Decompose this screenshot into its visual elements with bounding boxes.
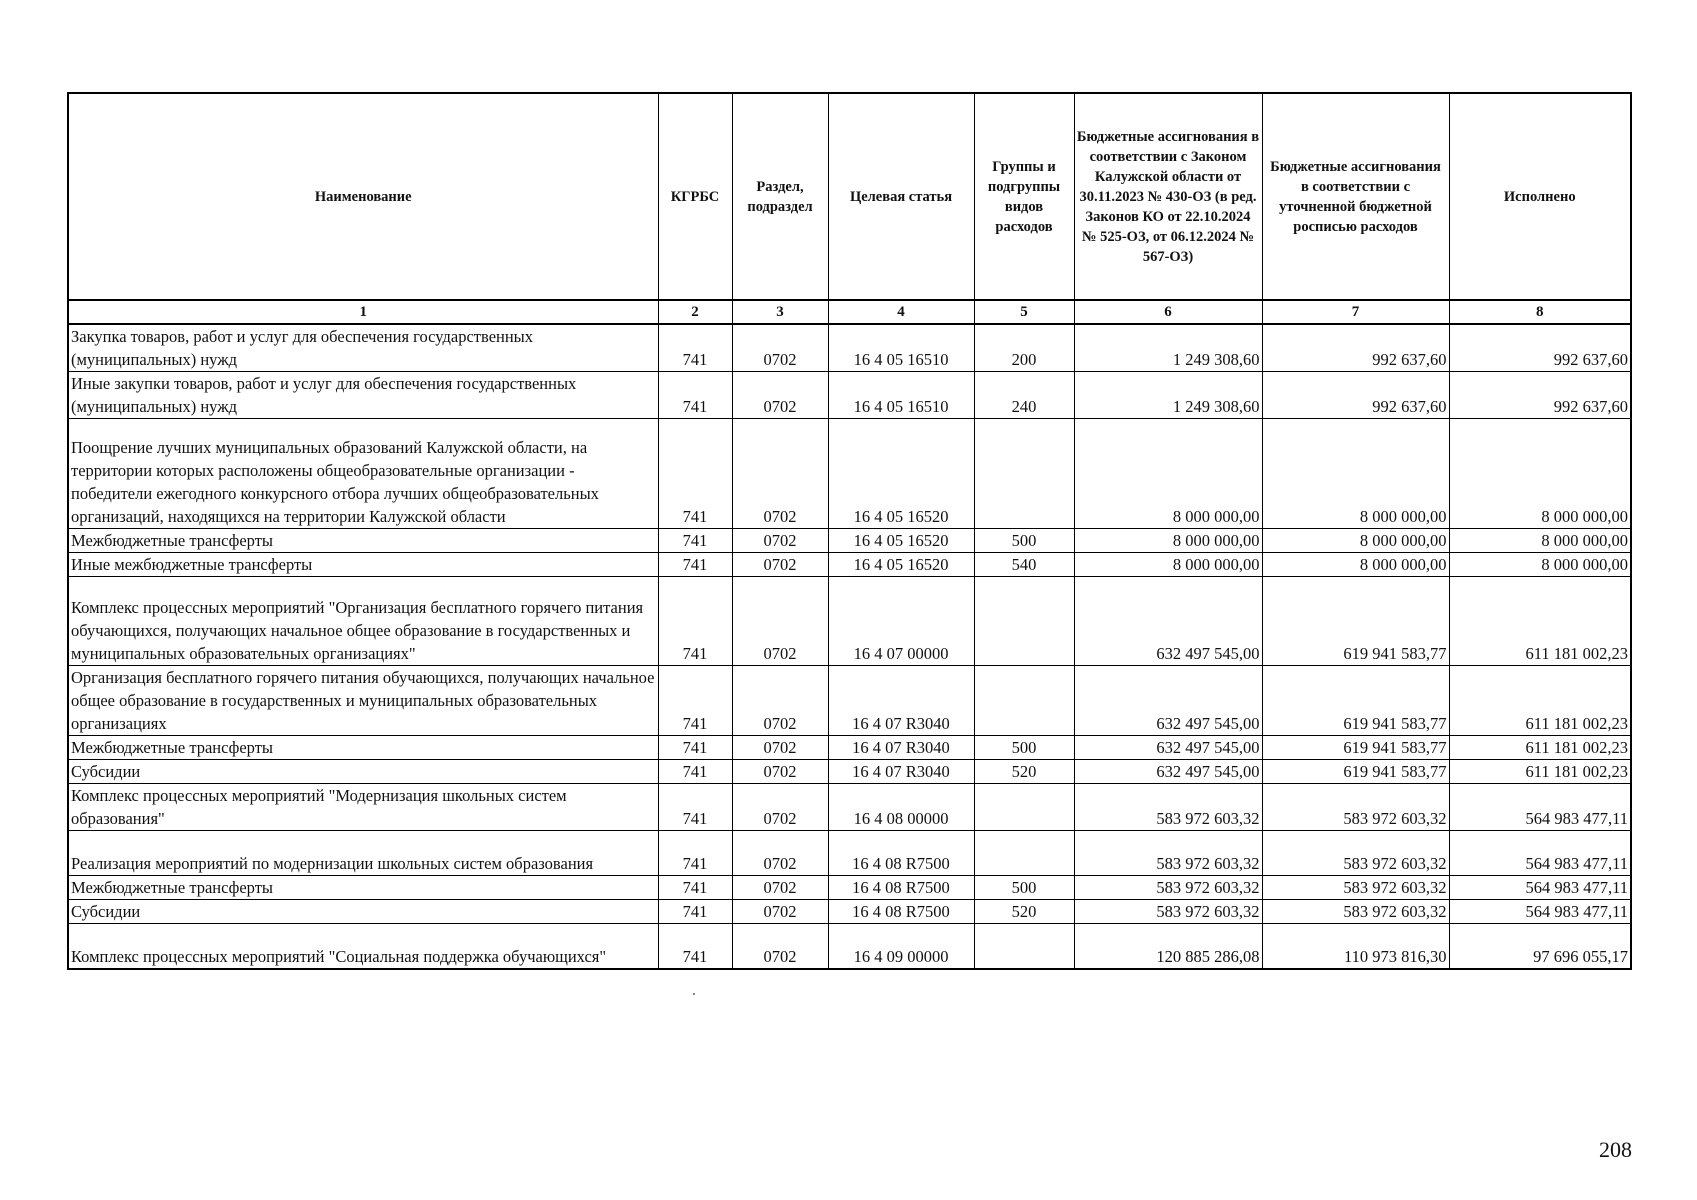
column-number: 5 — [974, 300, 1074, 324]
cell-name: Поощрение лучших муниципальных образований Калужской области, на территории которых расположены общеобразовательные организации - победители ежегодного конкурсного отбора лучших общеобразовательных организаций, находящихся на территории Калужской области — [68, 419, 658, 529]
table-row — [68, 666, 1631, 736]
cell-group — [974, 666, 1074, 736]
column-number: 3 — [732, 300, 828, 324]
column-number: 6 — [1074, 300, 1262, 324]
cell-kgrbs: 741 — [658, 784, 732, 831]
column-number: 4 — [828, 300, 974, 324]
cell-refined-amount: 619 941 583,77 — [1262, 736, 1449, 760]
table-row — [68, 831, 1631, 876]
scan-speck — [693, 993, 695, 995]
cell-name: Межбюджетные трансферты — [68, 876, 658, 900]
cell-group — [974, 419, 1074, 529]
cell-name: Комплекс процессных мероприятий "Модернизация школьных систем образования" — [68, 784, 658, 831]
cell-name: Комплекс процессных мероприятий "Организация бесплатного горячего питания обучающихся, получающих начальное общее образование в государственных и муниципальных образовательных организациях" — [68, 577, 658, 666]
table-header — [68, 93, 1631, 324]
cell-kgrbs: 741 — [658, 736, 732, 760]
column-number: 2 — [658, 300, 732, 324]
cell-executed-amount: 564 983 477,11 — [1449, 876, 1631, 900]
table-row — [68, 876, 1631, 900]
cell-name: Иные закупки товаров, работ и услуг для обеспечения государственных (муниципальных) нужд — [68, 372, 658, 419]
cell-section: 0702 — [732, 553, 828, 577]
table-row — [68, 784, 1631, 831]
cell-target: 16 4 08 R7500 — [828, 876, 974, 900]
header-law: Бюджетные ассигнования в соответствии с Законом Калужской области от 30.11.2023 № 430-ОЗ (в ред. Законов КО от 22.10.2024 № 525-ОЗ, от 06.12.2024 № 567-ОЗ) — [1074, 93, 1262, 300]
column-number: 7 — [1262, 300, 1449, 324]
table-body — [68, 324, 1631, 969]
cell-refined-amount: 992 637,60 — [1262, 324, 1449, 372]
table-row — [68, 900, 1631, 924]
cell-refined-amount: 619 941 583,77 — [1262, 577, 1449, 666]
cell-refined-amount: 619 941 583,77 — [1262, 666, 1449, 736]
cell-refined-amount: 583 972 603,32 — [1262, 784, 1449, 831]
cell-name: Межбюджетные трансферты — [68, 736, 658, 760]
cell-group: 500 — [974, 736, 1074, 760]
cell-kgrbs: 741 — [658, 553, 732, 577]
header-name: Наименование — [68, 93, 658, 300]
cell-target: 16 4 07 R3040 — [828, 760, 974, 784]
cell-refined-amount: 8 000 000,00 — [1262, 553, 1449, 577]
cell-section: 0702 — [732, 784, 828, 831]
cell-group: 520 — [974, 760, 1074, 784]
cell-name: Иные межбюджетные трансферты — [68, 553, 658, 577]
cell-name: Субсидии — [68, 760, 658, 784]
table-row — [68, 736, 1631, 760]
cell-name: Комплекс процессных мероприятий "Социальная поддержка обучающихся" — [68, 924, 658, 969]
cell-executed-amount: 564 983 477,11 — [1449, 784, 1631, 831]
cell-kgrbs: 741 — [658, 419, 732, 529]
cell-executed-amount: 8 000 000,00 — [1449, 553, 1631, 577]
cell-target: 16 4 05 16510 — [828, 324, 974, 372]
cell-refined-amount: 583 972 603,32 — [1262, 900, 1449, 924]
cell-executed-amount: 611 181 002,23 — [1449, 577, 1631, 666]
cell-section: 0702 — [732, 577, 828, 666]
cell-law-amount: 583 972 603,32 — [1074, 784, 1262, 831]
page-number: 208 — [1599, 1137, 1632, 1162]
header-section: Раздел, подраздел — [732, 93, 828, 300]
cell-target: 16 4 08 R7500 — [828, 831, 974, 876]
cell-law-amount: 8 000 000,00 — [1074, 529, 1262, 553]
table-row — [68, 924, 1631, 969]
cell-section: 0702 — [732, 529, 828, 553]
table-row — [68, 577, 1631, 666]
table-row — [68, 760, 1631, 784]
cell-target: 16 4 05 16520 — [828, 529, 974, 553]
cell-executed-amount: 8 000 000,00 — [1449, 529, 1631, 553]
cell-target: 16 4 08 00000 — [828, 784, 974, 831]
cell-group: 520 — [974, 900, 1074, 924]
cell-kgrbs: 741 — [658, 900, 732, 924]
cell-refined-amount: 8 000 000,00 — [1262, 529, 1449, 553]
cell-executed-amount: 8 000 000,00 — [1449, 419, 1631, 529]
cell-section: 0702 — [732, 900, 828, 924]
cell-section: 0702 — [732, 372, 828, 419]
header-groups: Группы и подгруппы видов расходов — [974, 93, 1074, 300]
cell-refined-amount: 8 000 000,00 — [1262, 419, 1449, 529]
table-row — [68, 419, 1631, 529]
cell-section: 0702 — [732, 666, 828, 736]
column-number: 8 — [1449, 300, 1631, 324]
cell-section: 0702 — [732, 876, 828, 900]
cell-kgrbs: 741 — [658, 924, 732, 969]
cell-law-amount: 632 497 545,00 — [1074, 760, 1262, 784]
header-executed: Исполнено — [1449, 93, 1631, 300]
cell-target: 16 4 07 R3040 — [828, 736, 974, 760]
cell-section: 0702 — [732, 760, 828, 784]
cell-executed-amount: 611 181 002,23 — [1449, 666, 1631, 736]
cell-law-amount: 583 972 603,32 — [1074, 900, 1262, 924]
cell-section: 0702 — [732, 924, 828, 969]
header-target: Целевая статья — [828, 93, 974, 300]
cell-law-amount: 583 972 603,32 — [1074, 876, 1262, 900]
cell-group: 500 — [974, 529, 1074, 553]
cell-executed-amount: 97 696 055,17 — [1449, 924, 1631, 969]
cell-kgrbs: 741 — [658, 324, 732, 372]
cell-kgrbs: 741 — [658, 831, 732, 876]
cell-target: 16 4 07 R3040 — [828, 666, 974, 736]
cell-law-amount: 8 000 000,00 — [1074, 553, 1262, 577]
cell-group — [974, 784, 1074, 831]
cell-section: 0702 — [732, 736, 828, 760]
cell-kgrbs: 741 — [658, 760, 732, 784]
cell-group — [974, 924, 1074, 969]
cell-executed-amount: 992 637,60 — [1449, 324, 1631, 372]
cell-name: Межбюджетные трансферты — [68, 529, 658, 553]
cell-law-amount: 632 497 545,00 — [1074, 577, 1262, 666]
cell-target: 16 4 07 00000 — [828, 577, 974, 666]
cell-target: 16 4 05 16520 — [828, 553, 974, 577]
cell-group — [974, 831, 1074, 876]
cell-kgrbs: 741 — [658, 666, 732, 736]
cell-group: 200 — [974, 324, 1074, 372]
table-row — [68, 372, 1631, 419]
cell-name: Субсидии — [68, 900, 658, 924]
cell-law-amount: 632 497 545,00 — [1074, 736, 1262, 760]
cell-executed-amount: 992 637,60 — [1449, 372, 1631, 419]
cell-group: 540 — [974, 553, 1074, 577]
cell-law-amount: 8 000 000,00 — [1074, 419, 1262, 529]
cell-name: Закупка товаров, работ и услуг для обеспечения государственных (муниципальных) нужд — [68, 324, 658, 372]
cell-refined-amount: 619 941 583,77 — [1262, 760, 1449, 784]
cell-refined-amount: 110 973 816,30 — [1262, 924, 1449, 969]
budget-table — [67, 92, 1632, 970]
cell-group — [974, 577, 1074, 666]
cell-kgrbs: 741 — [658, 876, 732, 900]
cell-law-amount: 1 249 308,60 — [1074, 372, 1262, 419]
cell-executed-amount: 611 181 002,23 — [1449, 760, 1631, 784]
header-kgrbs: КГРБС — [658, 93, 732, 300]
cell-refined-amount: 583 972 603,32 — [1262, 876, 1449, 900]
cell-target: 16 4 09 00000 — [828, 924, 974, 969]
cell-executed-amount: 564 983 477,11 — [1449, 831, 1631, 876]
cell-group: 240 — [974, 372, 1074, 419]
column-number: 1 — [68, 300, 658, 324]
cell-name: Реализация мероприятий по модернизации школьных систем образования — [68, 831, 658, 876]
cell-section: 0702 — [732, 324, 828, 372]
table-row — [68, 553, 1631, 577]
column-number-row — [68, 300, 1631, 324]
cell-kgrbs: 741 — [658, 372, 732, 419]
cell-target: 16 4 08 R7500 — [828, 900, 974, 924]
cell-section: 0702 — [732, 831, 828, 876]
cell-law-amount: 583 972 603,32 — [1074, 831, 1262, 876]
cell-section: 0702 — [732, 419, 828, 529]
header-refined: Бюджетные ассигнования в соответствии с уточненной бюджетной росписью расходов — [1262, 93, 1449, 300]
cell-group: 500 — [974, 876, 1074, 900]
table-row — [68, 529, 1631, 553]
cell-kgrbs: 741 — [658, 577, 732, 666]
cell-law-amount: 1 249 308,60 — [1074, 324, 1262, 372]
cell-kgrbs: 741 — [658, 529, 732, 553]
cell-law-amount: 632 497 545,00 — [1074, 666, 1262, 736]
cell-target: 16 4 05 16510 — [828, 372, 974, 419]
cell-name: Организация бесплатного горячего питания обучающихся, получающих начальное общее образование в государственных и муниципальных образовательных организациях — [68, 666, 658, 736]
cell-executed-amount: 611 181 002,23 — [1449, 736, 1631, 760]
table-row — [68, 324, 1631, 372]
cell-executed-amount: 564 983 477,11 — [1449, 900, 1631, 924]
cell-target: 16 4 05 16520 — [828, 419, 974, 529]
cell-refined-amount: 583 972 603,32 — [1262, 831, 1449, 876]
cell-law-amount: 120 885 286,08 — [1074, 924, 1262, 969]
cell-refined-amount: 992 637,60 — [1262, 372, 1449, 419]
